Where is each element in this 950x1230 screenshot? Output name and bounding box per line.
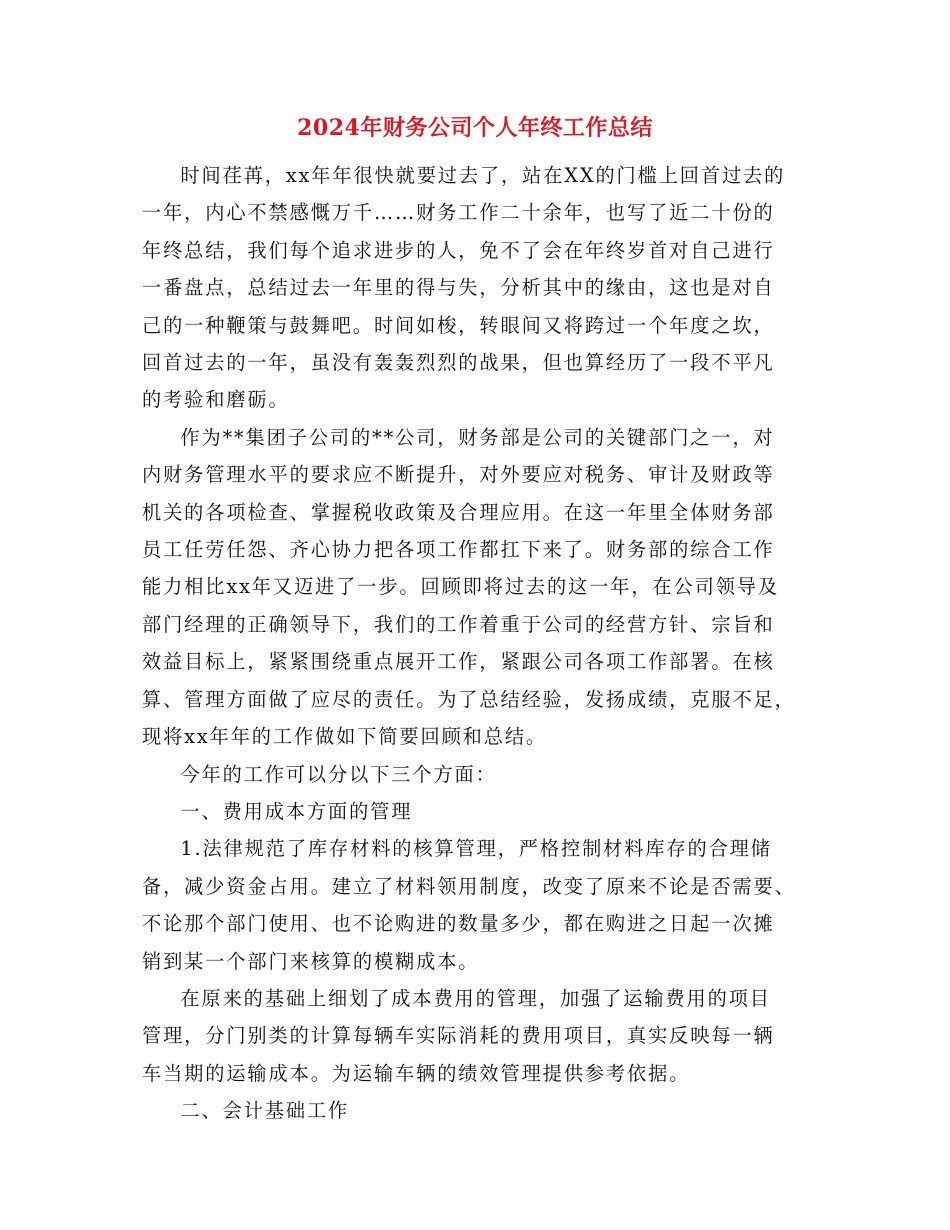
text-line: 一番盘点，总结过去一年里的得与失，分析其中的缘由，这也是对自 bbox=[142, 276, 775, 300]
text-line: 机关的各项检查、掌握税收政策及合理应用。在这一年里全体财务部 bbox=[142, 500, 775, 524]
section-heading-1 bbox=[142, 793, 810, 830]
text-line: 部门经理的正确领导下，我们的工作着重于公司的经营方针、宗旨和 bbox=[142, 612, 775, 636]
paragraph-2 bbox=[142, 419, 810, 756]
text-line: 1.法律规范了库存材料的核算管理，严格控制材料库存的合理储 bbox=[180, 837, 772, 861]
text-line: 现将xx年年的工作做如下简要回顾和总结。 bbox=[142, 725, 548, 749]
text-line: 员工任劳任怨、齐心协力把各项工作都扛下来了。财务部的综合工作 bbox=[142, 538, 775, 562]
text-line: 在原来的基础上细划了成本费用的管理，加强了运输费用的项目 bbox=[180, 986, 771, 1010]
text-line: 车当期的运输成本。为运输车辆的绩效管理提供参考依据。 bbox=[142, 1061, 691, 1085]
text-line: 内财务管理水平的要求应不断提升，对外要应对税务、审计及财政等 bbox=[142, 463, 775, 487]
text-line: 今年的工作可以分以下三个方面： bbox=[180, 762, 497, 786]
text-line: 不论那个部门使用、也不论购进的数量多少，都在购进之日起一次摊 bbox=[142, 912, 775, 936]
paragraph-1 bbox=[142, 157, 810, 419]
text-line: 算、管理方面做了应尽的责任。为了总结经验，发扬成绩，克服不足， bbox=[142, 687, 796, 711]
text-line: 作为**集团子公司的**公司，财务部是公司的关键部门之一，对 bbox=[180, 425, 775, 449]
paragraph-6 bbox=[142, 980, 810, 1092]
text-line: 二、会计基础工作 bbox=[180, 1099, 350, 1123]
text-line: 的考验和磨砺。 bbox=[142, 388, 290, 412]
text-line: 能力相比xx年又迈进了一步。回顾即将过去的这一年，在公司领导及 bbox=[142, 575, 779, 599]
text-line: 销到某一个部门来核算的模糊成本。 bbox=[142, 949, 480, 973]
text-line: 一年，内心不禁感慨万千……财务工作二十余年，也写了近二十份的 bbox=[142, 201, 775, 225]
text-line: 己的一种鞭策与鼓舞吧。时间如梭，转眼间又将跨过一个年度之坎， bbox=[142, 313, 775, 337]
document-body bbox=[142, 157, 810, 1130]
text-line: 效益目标上，紧紧围绕重点展开工作，紧跟公司各项工作部署。在核 bbox=[142, 650, 775, 674]
text-line: 年终总结，我们每个追求进步的人，免不了会在年终岁首对自己进行 bbox=[142, 238, 775, 262]
text-line: 一、费用成本方面的管理 bbox=[180, 799, 413, 823]
text-line: 时间荏苒，xx年年很快就要过去了，站在XX的门槛上回首过去的 bbox=[180, 164, 786, 187]
paragraph-5 bbox=[142, 830, 810, 980]
text-line: 备，减少资金占用。建立了材料领用制度，改变了原来不论是否需要、 bbox=[142, 874, 796, 898]
document-title: 2024年财务公司个人年终工作总结 bbox=[297, 115, 653, 141]
section-heading-2 bbox=[142, 1092, 810, 1129]
text-line: 回首过去的一年，虽没有轰轰烈烈的战果，但也算经历了一段不平凡 bbox=[142, 351, 775, 375]
paragraph-3 bbox=[142, 756, 810, 793]
text-line: 管理，分门别类的计算每辆车实际消耗的费用项目，真实反映每一辆 bbox=[142, 1024, 775, 1048]
